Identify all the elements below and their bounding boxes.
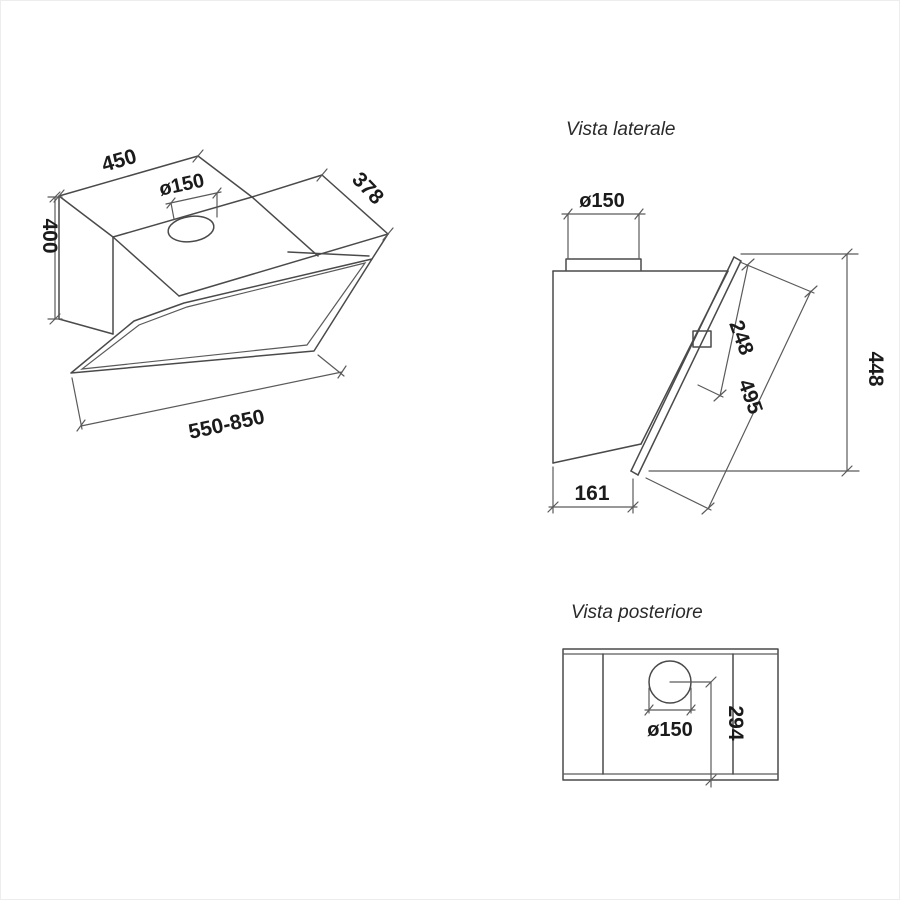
iso-canopy-seam (252, 197, 318, 256)
iso-canopy-left-edge (113, 237, 179, 296)
rear-dim-294-label: 294 (724, 705, 747, 741)
side-bracket (693, 331, 711, 347)
side-flange (566, 259, 641, 270)
side-view-title: Vista laterale (566, 119, 676, 140)
side-dim-duct-label: ø150 (579, 190, 625, 212)
iso-dim-378-label: 378 (347, 167, 389, 210)
drawing-canvas (1, 1, 900, 901)
iso-canopy-front-rim (288, 252, 369, 256)
iso-top-face (59, 156, 252, 237)
rear-view (563, 602, 778, 787)
rear-dim-duct (645, 688, 695, 741)
rear-dim-duct-label: ø150 (647, 719, 693, 741)
side-glass-top-cap (734, 257, 741, 261)
iso-dim-550-850 (72, 355, 346, 444)
side-dim-161 (548, 467, 638, 513)
side-dim-495-label: 495 (733, 376, 767, 418)
iso-dim-duct (157, 170, 221, 219)
rear-view-title: Vista posteriore (571, 602, 703, 623)
iso-dim-450-label: 450 (99, 144, 140, 177)
side-glass-outer (631, 257, 734, 471)
side-dim-448 (649, 249, 887, 476)
iso-dim-400-label: 400 (38, 218, 61, 254)
side-dim-248-label: 248 (724, 317, 758, 359)
iso-glass-inner-rim (82, 263, 365, 369)
side-glass-tip-cap (631, 471, 638, 475)
iso-canopy-top-back-edge (252, 175, 322, 197)
iso-left-bottom-edge (59, 319, 113, 334)
side-dim-448-label: 448 (864, 351, 887, 387)
side-dim-161-label: 161 (574, 482, 610, 505)
side-bottom-edge (553, 444, 641, 463)
side-view (548, 119, 887, 514)
iso-dim-550-850-label: 550-850 (186, 405, 267, 444)
isometric-view (38, 145, 393, 444)
side-dim-duct (562, 190, 645, 219)
iso-dim-duct-label: ø150 (157, 169, 207, 201)
